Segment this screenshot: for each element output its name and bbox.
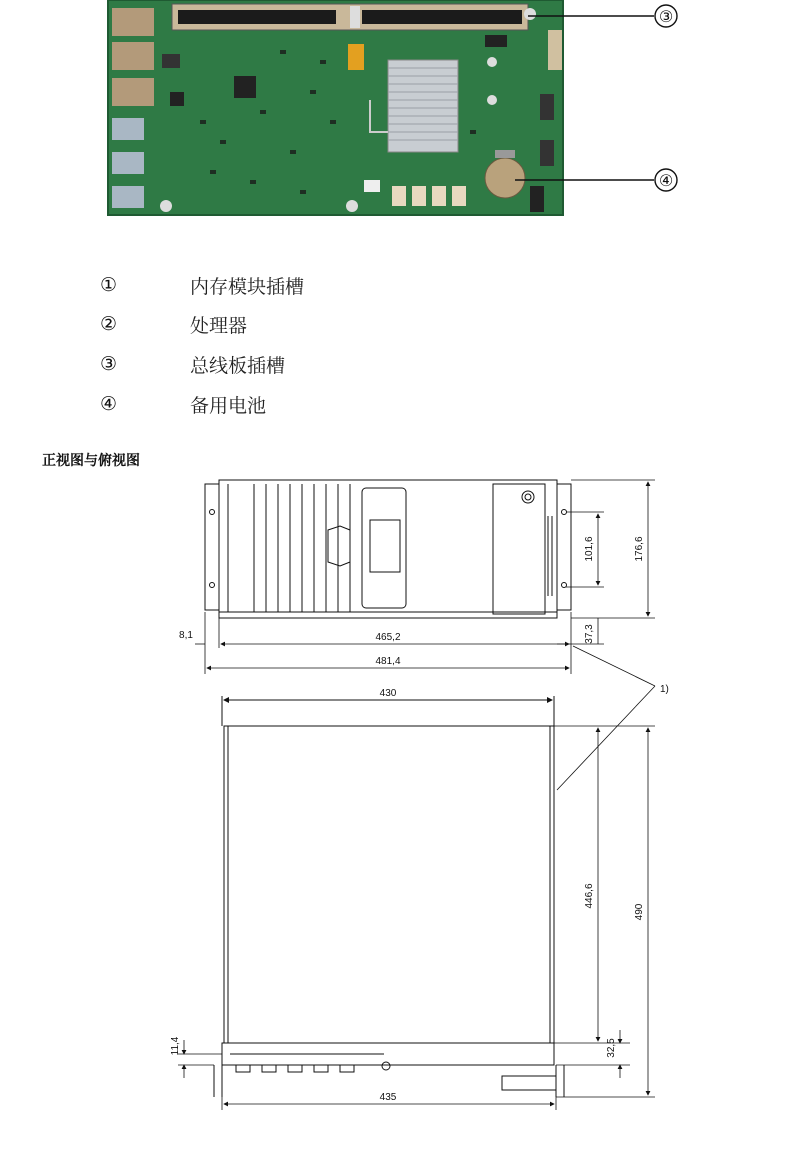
section-title: 正视图与俯视图: [42, 453, 140, 469]
front-view: [205, 480, 571, 618]
legend-label: 总线板插槽: [190, 354, 286, 377]
legend-number: ①: [100, 274, 118, 296]
dim-handle-spacing: 101,6: [584, 536, 595, 562]
legend-label: 内存模块插槽: [190, 275, 305, 298]
dim-bottom-width: 435: [379, 1092, 397, 1103]
memory-slot: [172, 4, 528, 30]
dim-overall-width: 481,4: [375, 656, 401, 667]
motherboard-photo: [0, 0, 800, 228]
legend-number: ②: [100, 313, 118, 335]
dim-top-width: 430: [379, 688, 397, 699]
front-dimensions: [195, 480, 655, 674]
dim-rear-offset: 32,5: [606, 1038, 617, 1058]
dim-front-lip: 11,4: [170, 1036, 181, 1056]
legend-item: [100, 389, 266, 419]
legend-item: [100, 309, 247, 339]
dim-note: 1): [660, 684, 669, 695]
dim-inner-depth: 446,6: [584, 883, 595, 909]
legend-label: 处理器: [190, 314, 248, 337]
note-leader: [557, 646, 655, 790]
usb-ports: [112, 118, 144, 208]
legend-number: ③: [100, 353, 118, 375]
dim-body-width: 465,2: [375, 632, 401, 643]
top-dimensions: [178, 726, 655, 1110]
ethernet-ports: [112, 8, 154, 106]
legend-item: [100, 349, 285, 379]
dim-overall-depth: 490: [634, 903, 645, 921]
dimension-drawing: [0, 470, 800, 1151]
legend-item: [100, 270, 304, 300]
callout-3-label: ③: [658, 7, 674, 26]
dim-front-height: 176,6: [634, 536, 645, 562]
legend-number: ④: [100, 393, 118, 415]
legend-label: 备用电池: [190, 394, 267, 417]
dim-depth-offset: 37,3: [584, 624, 595, 644]
callout-4-label: ④: [658, 171, 674, 190]
top-view: [214, 696, 564, 1097]
dim-ear-offset: 8,1: [179, 630, 193, 641]
